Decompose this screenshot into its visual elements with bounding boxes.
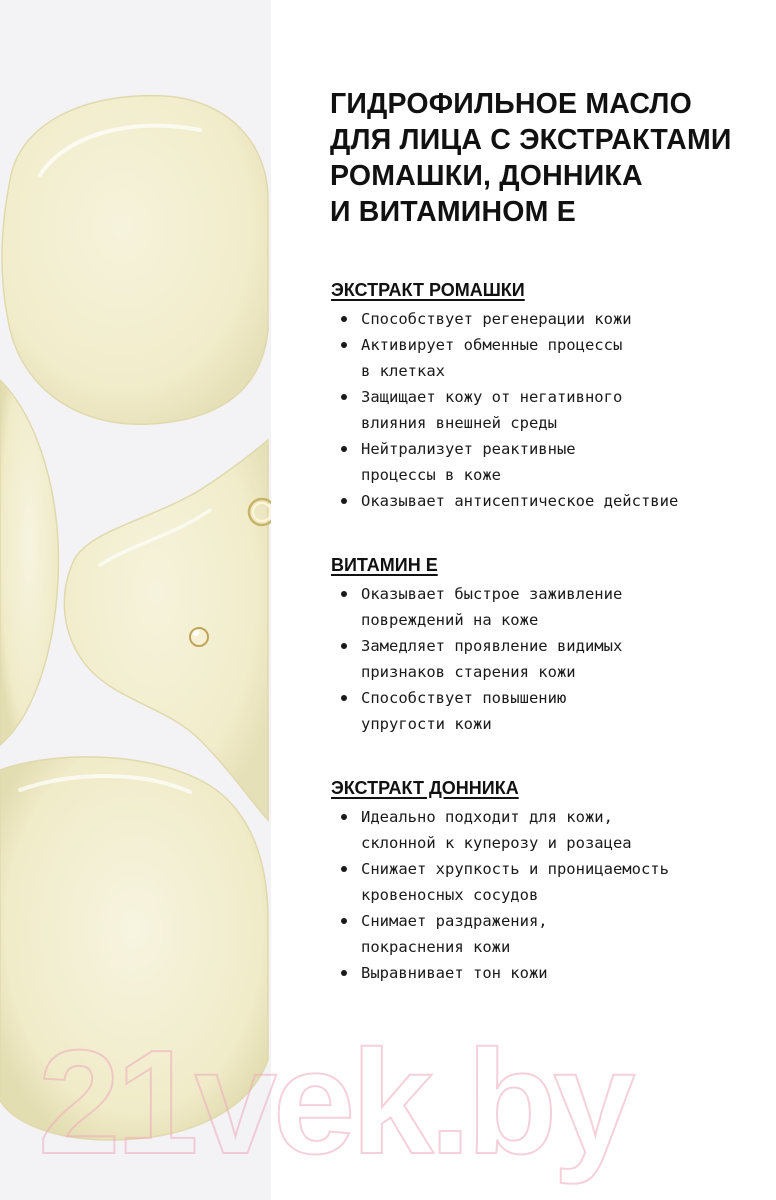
oil-drop-bottom <box>0 757 268 1140</box>
section-heading: ВИТАМИН Е <box>331 555 438 575</box>
list-item: Активирует обменные процессы в клетках <box>331 332 678 384</box>
list-item: Нейтрализует реактивные процессы в коже <box>331 436 678 488</box>
oil-drop-left <box>0 380 58 745</box>
list-item: Способствует повышению упругости кожи <box>331 685 622 737</box>
section-chamomile <box>331 279 678 514</box>
bullet-list <box>331 581 622 737</box>
list-item: Снижает хрупкость и проницаемость кровеносных сосудов <box>331 856 669 908</box>
list-item: Снимает раздражения, покраснения кожи <box>331 908 669 960</box>
list-item: Оказывает антисептическое действие <box>331 488 678 514</box>
section-heading: ЭКСТРАКТ ДОННИКА <box>331 778 519 798</box>
oil-drop-top <box>2 96 268 425</box>
oil-drops-illustration <box>0 0 271 1200</box>
bullet-list <box>331 306 678 514</box>
oil-drops-photo <box>0 0 271 1200</box>
list-item: Идеально подходит для кожи, склонной к куперозу и розацеа <box>331 804 669 856</box>
list-item: Способствует регенерации кожи <box>331 306 678 332</box>
list-item: Защищает кожу от негативного влияния внешней среды <box>331 384 678 436</box>
section-heading: ЭКСТРАКТ РОМАШКИ <box>331 280 525 300</box>
bullet-list <box>331 804 669 986</box>
watermark-logo: 21vek.by <box>38 1020 632 1185</box>
list-item: Замедляет проявление видимых признаков старения кожи <box>331 633 622 685</box>
section-vitamin-e <box>331 554 622 737</box>
section-melilot <box>331 777 669 986</box>
page-title: ГИДРОФИЛЬНОЕ МАСЛО ДЛЯ ЛИЦА С ЭКСТРАКТАМИ РОМАШКИ, ДОННИКА И ВИТАМИНОМ Е <box>330 88 732 228</box>
list-item: Оказывает быстрое заживление повреждений на коже <box>331 581 622 633</box>
air-bubble-icon <box>190 628 208 646</box>
list-item: Выравнивает тон кожи <box>331 960 669 986</box>
